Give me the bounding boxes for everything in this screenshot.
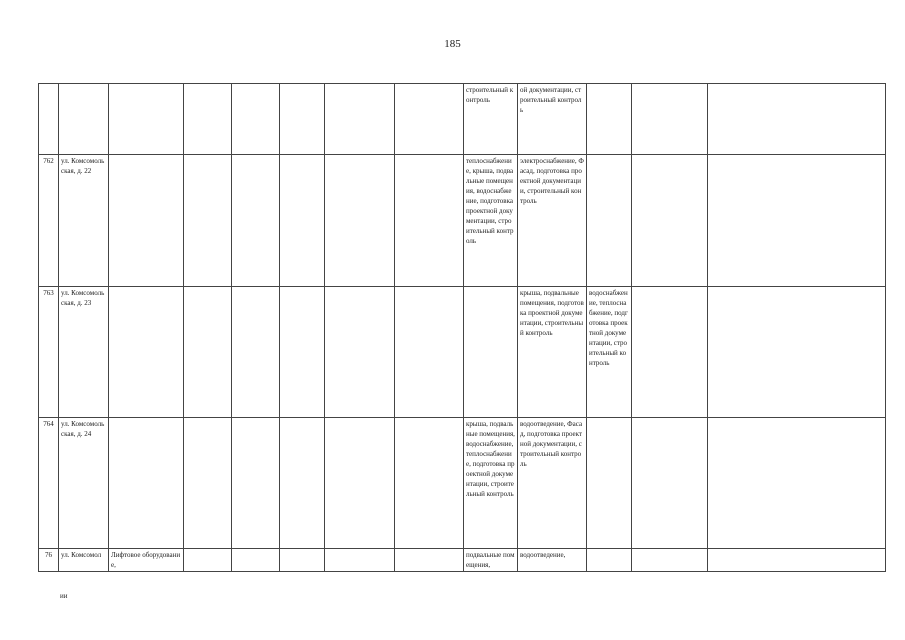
table-cell xyxy=(632,287,708,418)
table-cell xyxy=(109,418,184,549)
work-schedule-table xyxy=(38,83,886,572)
table-cell: водоснабжение, теплоснабжение, подготовка проектной документации, строительный контроль xyxy=(587,287,632,418)
address-cell: ул. Комсомольская, д. 23 xyxy=(59,287,109,418)
table-cell xyxy=(587,549,632,572)
address-cell: ул. Комсомольская, д. 24 xyxy=(59,418,109,549)
table-cell xyxy=(280,418,325,549)
table-cell xyxy=(184,418,232,549)
table-cell: теплоснабжение, крыша, подвальные помещения, водоснабжение, подготовка проектной документации, строительный контроль xyxy=(464,155,518,287)
row-number-cell: 762 xyxy=(39,155,59,287)
table-cell xyxy=(232,84,280,155)
table-row xyxy=(39,287,886,418)
table-cell xyxy=(395,155,464,287)
table-cell xyxy=(232,549,280,572)
table-cell xyxy=(325,155,395,287)
table-cell xyxy=(708,155,886,287)
table-row xyxy=(39,549,886,572)
table-cell xyxy=(632,155,708,287)
table-cell: водоотведение, Фасад, подготовка проектной документации, строительный контроль xyxy=(518,418,587,549)
table-cell xyxy=(184,155,232,287)
row-number-cell xyxy=(39,84,59,155)
page-number: 185 xyxy=(444,38,461,50)
table-cell xyxy=(395,84,464,155)
table-cell xyxy=(232,155,280,287)
page-fragment-text: ии xyxy=(60,592,68,600)
table-cell xyxy=(109,287,184,418)
table-cell: водоотведение, xyxy=(518,549,587,572)
table-cell: крыша, подвальные помещения, водоснабжение, теплоснабжение, подготовка проектной документации, строительный контроль xyxy=(464,418,518,549)
table-cell xyxy=(280,287,325,418)
table-cell xyxy=(109,84,184,155)
table-cell xyxy=(232,418,280,549)
table-row xyxy=(39,84,886,155)
table-cell xyxy=(632,418,708,549)
table-cell xyxy=(325,84,395,155)
table-cell xyxy=(280,84,325,155)
table-row xyxy=(39,155,886,287)
table-cell xyxy=(587,155,632,287)
table-cell xyxy=(325,287,395,418)
row-number-cell: 763 xyxy=(39,287,59,418)
address-cell: ул. Комсомольская, д. 22 xyxy=(59,155,109,287)
row-number-cell: 764 xyxy=(39,418,59,549)
table-cell xyxy=(395,549,464,572)
table-row xyxy=(39,418,886,549)
table-cell xyxy=(587,84,632,155)
table-body xyxy=(39,84,886,572)
table-cell: крыша, подвальные помещения, подготовка проектной документации, строительный контроль xyxy=(518,287,587,418)
table-cell xyxy=(184,84,232,155)
table-cell xyxy=(395,418,464,549)
table-cell xyxy=(325,549,395,572)
table-cell xyxy=(325,418,395,549)
address-cell: ул. Комсомол xyxy=(59,549,109,572)
table-cell xyxy=(708,418,886,549)
table-cell xyxy=(708,549,886,572)
row-number-cell: 76 xyxy=(39,549,59,572)
table-cell xyxy=(184,287,232,418)
table-cell: Лифтовое оборудование, xyxy=(109,549,184,572)
table-cell: ой документации, строительный контроль xyxy=(518,84,587,155)
table-cell xyxy=(232,287,280,418)
table-cell xyxy=(109,155,184,287)
table-cell xyxy=(708,287,886,418)
table-cell xyxy=(280,549,325,572)
table-cell xyxy=(280,155,325,287)
table-cell xyxy=(587,418,632,549)
table-cell xyxy=(632,549,708,572)
table-cell xyxy=(632,84,708,155)
table-cell: электроснабжение, Фасад, подготовка проектной документации, строительный контроль xyxy=(518,155,587,287)
address-cell xyxy=(59,84,109,155)
table-cell xyxy=(395,287,464,418)
table-cell xyxy=(708,84,886,155)
table-cell xyxy=(184,549,232,572)
table-cell xyxy=(464,287,518,418)
table-cell: подвальные помещения, xyxy=(464,549,518,572)
table-cell: строительный контроль xyxy=(464,84,518,155)
